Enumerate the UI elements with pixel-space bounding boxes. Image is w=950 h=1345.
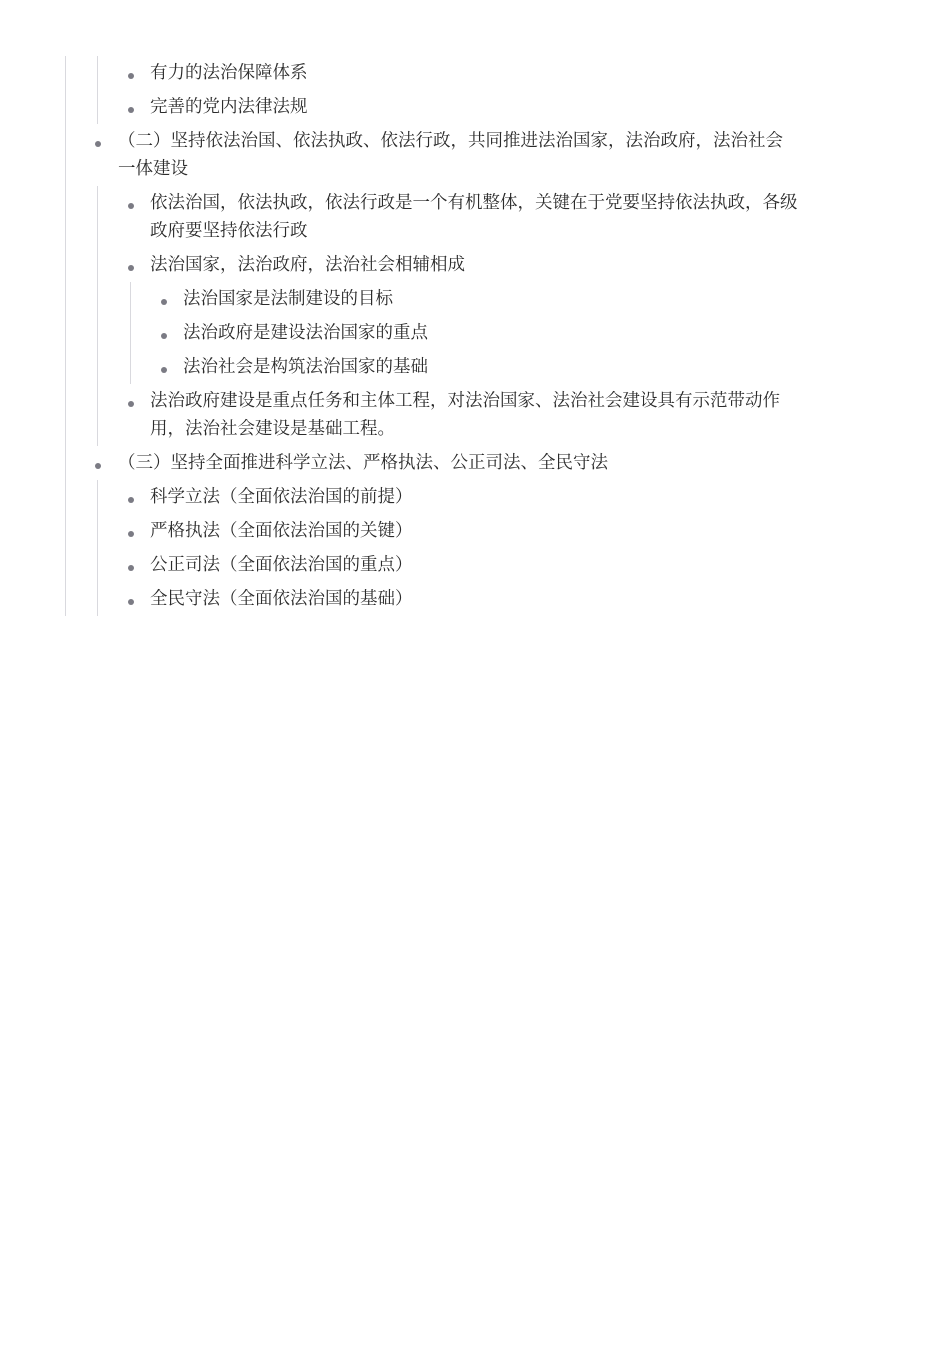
- continued-branch: [0, 56, 950, 124]
- outline-sublist: [0, 480, 950, 616]
- bullet-dot-icon[interactable]: [95, 141, 101, 147]
- outline-row[interactable]: [0, 350, 950, 384]
- bullet-dot-icon[interactable]: [128, 401, 134, 407]
- outline-row[interactable]: [0, 124, 950, 186]
- outline-item[interactable]: [0, 186, 950, 248]
- outline-item[interactable]: [0, 384, 950, 446]
- bullet-dot-icon[interactable]: [128, 107, 134, 113]
- outline-row[interactable]: [0, 282, 950, 316]
- outline-item[interactable]: [0, 514, 950, 548]
- bullet-dot-icon[interactable]: [128, 497, 134, 503]
- outline-item-text: 公正司法（全面依法治国的重点）: [150, 555, 413, 575]
- outline-root-list: [0, 56, 950, 616]
- outline-row[interactable]: [0, 186, 950, 248]
- outline-item-text: 严格执法（全面依法治国的关键）: [150, 521, 413, 541]
- bullet-dot-icon[interactable]: [161, 299, 167, 305]
- bullet-dot-icon[interactable]: [128, 565, 134, 571]
- outline-item[interactable]: [0, 582, 950, 616]
- bullet-dot-icon[interactable]: [161, 367, 167, 373]
- outline-item-text: （三）坚持全面推进科学立法、严格执法、公正司法、全民守法: [118, 453, 608, 473]
- outline-item-text: （二）坚持依法治国、依法执政、依法行政，共同推进法治国家，法治政府，法治社会一体建设: [118, 131, 783, 179]
- outline-row[interactable]: [0, 548, 950, 582]
- outline-item[interactable]: [0, 350, 950, 384]
- bullet-dot-icon[interactable]: [128, 531, 134, 537]
- outline-sublist: [0, 186, 950, 446]
- outline-item-text: 依法治国，依法执政，依法行政是一个有机整体，关键在于党要坚持依法执政，各级政府要坚持依法行政: [150, 193, 798, 241]
- outline-sublist: [0, 56, 950, 124]
- bullet-dot-icon[interactable]: [128, 599, 134, 605]
- outline-item-text: 法治国家是法制建设的目标: [183, 289, 393, 309]
- outline-row[interactable]: [0, 316, 950, 350]
- bullet-dot-icon[interactable]: [161, 333, 167, 339]
- outline-item[interactable]: [0, 316, 950, 350]
- outline-row[interactable]: [0, 56, 950, 90]
- outline-item-text: 全民守法（全面依法治国的基础）: [150, 589, 413, 609]
- outline-sublist: [0, 282, 950, 384]
- outline-document: [0, 56, 950, 616]
- outline-item-text: 法治政府是建设法治国家的重点: [183, 323, 428, 343]
- outline-row[interactable]: [0, 514, 950, 548]
- bullet-dot-icon[interactable]: [95, 463, 101, 469]
- outline-row[interactable]: [0, 90, 950, 124]
- outline-item[interactable]: [0, 248, 950, 384]
- outline-item-text: 法治政府建设是重点任务和主体工程，对法治国家、法治社会建设具有示范带动作用，法治社会建设是基础工程。: [150, 391, 780, 439]
- bullet-dot-icon[interactable]: [128, 265, 134, 271]
- outline-row[interactable]: [0, 480, 950, 514]
- outline-item[interactable]: [0, 480, 950, 514]
- outline-item[interactable]: [0, 548, 950, 582]
- outline-item[interactable]: [0, 90, 950, 124]
- outline-item-text: 法治国家，法治政府，法治社会相辅相成: [150, 255, 465, 275]
- bullet-dot-icon[interactable]: [128, 203, 134, 209]
- outline-item-text: 法治社会是构筑法治国家的基础: [183, 357, 428, 377]
- outline-row[interactable]: [0, 248, 950, 282]
- bullet-dot-icon[interactable]: [128, 73, 134, 79]
- outline-item[interactable]: [0, 446, 950, 616]
- outline-item-text: 有力的法治保障体系: [150, 63, 308, 83]
- outline-item[interactable]: [0, 124, 950, 446]
- outline-row[interactable]: [0, 582, 950, 616]
- outline-item[interactable]: [0, 282, 950, 316]
- outline-row[interactable]: [0, 384, 950, 446]
- outline-item-text: 完善的党内法律法规: [150, 97, 308, 117]
- outline-item-text: 科学立法（全面依法治国的前提）: [150, 487, 413, 507]
- outline-item[interactable]: [0, 56, 950, 90]
- outline-row[interactable]: [0, 446, 950, 480]
